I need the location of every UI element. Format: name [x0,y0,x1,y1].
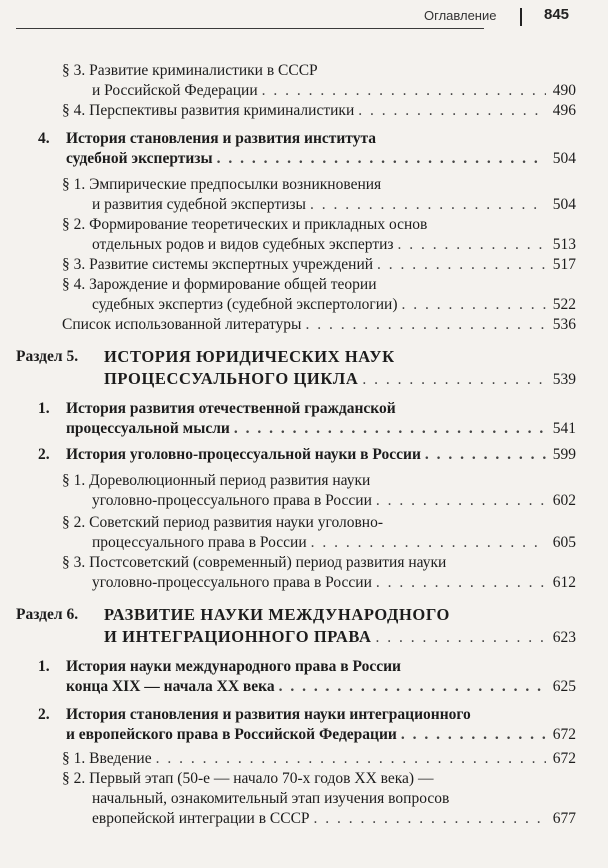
toc-page: 490 [552,82,576,99]
leader-dots [217,148,546,170]
toc-entry-int-1[interactable]: § 1. Введение . . . 672 [62,748,576,770]
running-title: Оглавление [424,8,497,23]
chapter-number: 2. [38,706,50,723]
leader-dots [156,748,546,770]
toc-page: 599 [552,446,576,463]
toc-page: 539 [552,371,576,388]
toc-entry-crim-3-cont[interactable]: и Российской Федерации . . . 490 [92,80,576,102]
toc-page: 625 [552,678,576,695]
page-number: 845 [544,6,570,23]
leader-dots [398,234,546,256]
toc-page: 672 [552,726,576,743]
toc-page: 605 [552,534,576,551]
header-separator [520,8,522,26]
toc-section-6[interactable]: РАЗВИТИЕ НАУКИ МЕЖДУНАРОДНОГО [104,605,450,624]
toc-page: 602 [552,492,576,509]
toc-chapter-5-2[interactable]: История уголовно-процессуальной науки в России . . . 599 [66,444,576,466]
chapter-number: 4. [38,130,50,147]
leader-dots [375,627,546,649]
toc-page: 677 [552,810,576,827]
toc-entry-exp-1[interactable]: § 1. Эмпирические предпосылки возникновения [62,176,382,193]
toc-chapter-4-cont[interactable]: судебной экспертизы . . . 504 [66,148,576,170]
toc-page: 541 [552,420,576,437]
toc-entry-exp-4-cont[interactable]: судебных экспертиз (судебной экспертологии) . . . 522 [92,294,576,316]
leader-dots [376,572,546,594]
toc-page: 522 [552,296,576,313]
toc-entry-proc-3-cont[interactable]: уголовно-процессуального права в России . . . 612 [92,572,576,594]
leader-dots [262,80,546,102]
leader-dots [305,314,546,336]
chapter-number: 1. [38,658,50,675]
toc-entry-references[interactable]: Список использованной литературы . . . 536 [62,314,576,336]
toc-page: 612 [552,574,576,591]
toc-entry-crim-3[interactable]: § 3. Развитие криминалистики в СССР [62,62,318,79]
chapter-number: 1. [38,400,50,417]
section-label: Раздел 5. [16,348,79,365]
leader-dots [376,490,546,512]
leader-dots [377,254,546,276]
toc-entry-int-2-cont[interactable]: начальный, ознакомительный этап изучения вопросов [92,790,450,807]
toc-entry-proc-2-cont[interactable]: процессуального права в России . . . 605 [92,532,576,554]
header-rule [16,28,484,29]
chapter-number: 2. [38,446,50,463]
toc-chapter-6-2-cont[interactable]: и европейского права в Российской Федерации . . . 672 [66,724,576,746]
leader-dots [279,676,546,698]
toc-entry-exp-1-cont[interactable]: и развития судебной экспертизы . . . 504 [92,194,576,216]
leader-dots [401,294,546,316]
leader-dots [234,418,546,440]
leader-dots [311,532,546,554]
toc-section-6-cont[interactable]: И ИНТЕГРАЦИОННОГО ПРАВА . . . 623 [104,626,576,648]
toc-entry-crim-4[interactable]: § 4. Перспективы развития криминалистики . . . 496 [62,100,576,122]
leader-dots [310,194,546,216]
leader-dots [362,369,546,391]
leader-dots [425,444,546,466]
toc-chapter-6-1-cont[interactable]: конца XIX — начала XX века . . . 625 [66,676,576,698]
toc-page: 513 [552,236,576,253]
toc-page: 496 [552,102,576,119]
toc-page: 504 [552,150,576,167]
toc-chapter-6-1[interactable]: История науки международного права в России [66,658,401,675]
toc-chapter-6-2[interactable]: История становления и развития науки интеграционного [66,706,471,723]
toc-entry-exp-2-cont[interactable]: отдельных родов и видов судебных экспертиз . . . 513 [92,234,576,256]
toc-entry-proc-2[interactable]: § 2. Советский период развития науки уголовно- [62,514,383,531]
toc-entry-proc-3[interactable]: § 3. Постсоветский (современный) период развития науки [62,554,447,571]
toc-page: 672 [552,750,576,767]
toc-entry-exp-3[interactable]: § 3. Развитие системы экспертных учреждений . . . 517 [62,254,576,276]
leader-dots [401,724,546,746]
section-label: Раздел 6. [16,606,79,623]
toc-page: 517 [552,256,576,273]
toc-chapter-5-1[interactable]: История развития отечественной гражданской [66,400,396,417]
leader-dots [358,100,546,122]
toc-entry-int-2[interactable]: § 2. Первый этап (50-е — начало 70-х годов XX века) — [62,770,434,787]
toc-chapter-4[interactable]: История становления и развития института [66,130,377,147]
toc-entry-exp-2[interactable]: § 2. Формирование теоретических и прикладных основ [62,216,428,233]
toc-page: 536 [552,316,576,333]
toc-chapter-5-1-cont[interactable]: процессуальной мысли . . . 541 [66,418,576,440]
toc-section-5-cont[interactable]: ПРОЦЕССУАЛЬНОГО ЦИКЛА . . . 539 [104,368,576,390]
toc-section-5[interactable]: ИСТОРИЯ ЮРИДИЧЕСКИХ НАУК [104,347,395,366]
toc-page: 623 [552,629,576,646]
toc-entry-exp-4[interactable]: § 4. Зарождение и формирование общей теории [62,276,377,293]
leader-dots [314,808,546,830]
toc-page: 504 [552,196,576,213]
toc-entry-proc-1[interactable]: § 1. Дореволюционный период развития науки [62,472,371,489]
page-header [0,0,608,44]
toc-entry-int-2-cont2[interactable]: европейской интеграции в СССР . . . 677 [92,808,576,830]
toc-entry-proc-1-cont[interactable]: уголовно-процессуального права в России . . . 602 [92,490,576,512]
